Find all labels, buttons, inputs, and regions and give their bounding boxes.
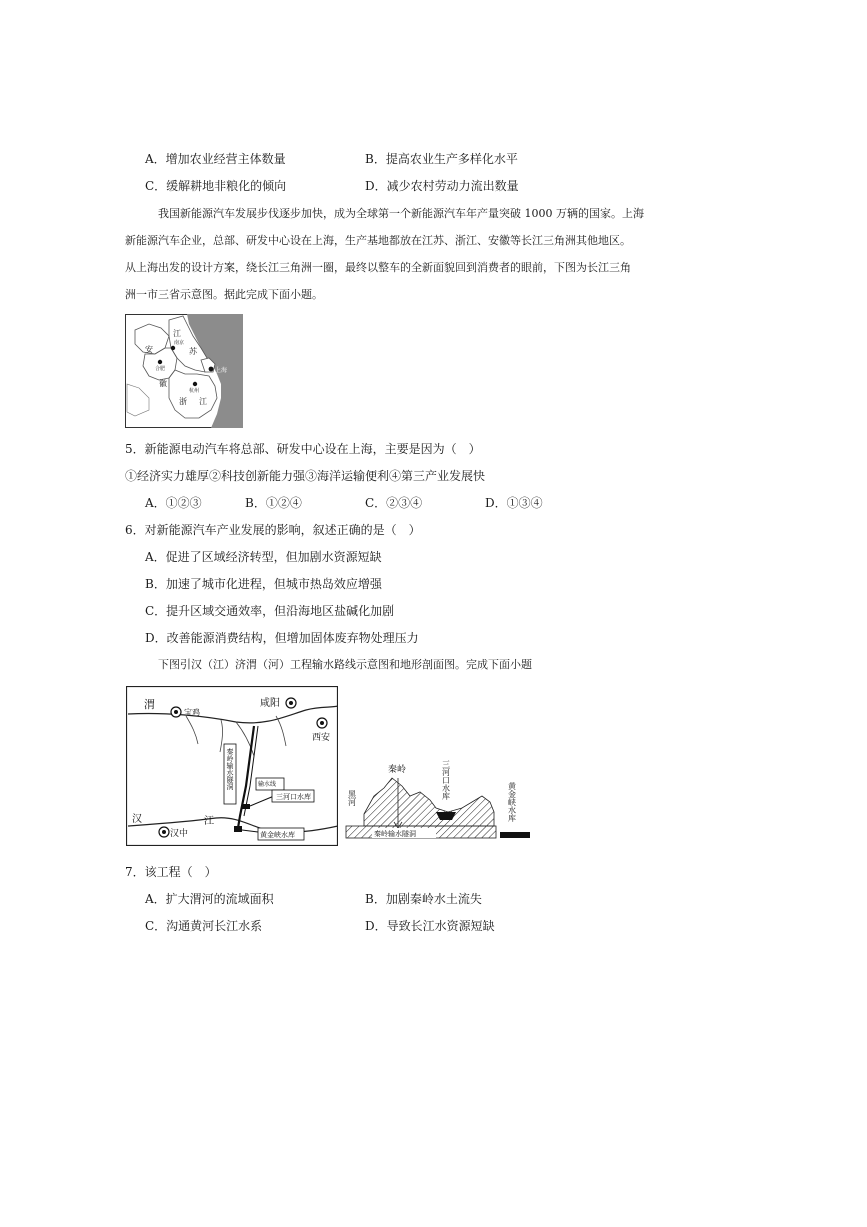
q7-stem: 7．该工程（ ） <box>125 865 217 879</box>
map2-label-tunnel: 秦岭输水隧洞 <box>226 748 234 790</box>
map2-label-han: 汉 <box>132 814 142 825</box>
map2-label-tunnel-box: 输水线 <box>258 781 277 788</box>
map2-label-reservoir-b: 黄金峡水库 <box>260 831 295 839</box>
map1-label-hangzhou: 杭州 <box>189 388 200 394</box>
map1-label-shanghai: 上海 <box>215 367 228 374</box>
passage1-line4: 洲一市三省示意图。据此完成下面小题。 <box>125 288 323 301</box>
q7-option-c: C．沟通黄河长江水系 <box>145 919 263 933</box>
profile-label-sanhekou: 三河口水库 <box>441 760 451 800</box>
hangzhou-city-dot <box>193 382 197 386</box>
q6-stem: 6．对新能源汽车产业发展的影响，叙述正确的是（ ） <box>125 523 421 537</box>
yangtze-delta-map <box>125 314 243 428</box>
shanghai-city-dot <box>209 367 214 372</box>
passage1-line2: 新能源汽车企业，总部、研发中心设在上海，生产基地都放在江苏、浙江、安徽等长江三角洲其他地区。 <box>125 234 631 247</box>
q5-option-d: D．①③④ <box>485 496 543 510</box>
q5-option-b: B．①②④ <box>245 496 302 510</box>
q7-option-b: B．加剧秦岭水土流失 <box>365 892 482 906</box>
map2-label-reservoir-a: 三河口水库 <box>276 793 311 801</box>
map2-label-baoji: 宝鸡 <box>184 708 200 717</box>
map2-label-xianyang: 咸阳 <box>260 698 280 709</box>
map1-label-hui: 徽 <box>159 379 167 388</box>
passage1-line3: 从上海出发的设计方案，绕长江三角洲一圈，最终以整车的全新面貌回到消费者的眼前，下图为长江三角 <box>125 261 631 274</box>
q5-option-a: A．①②③ <box>145 496 202 510</box>
q6-option-b: B．加速了城市化进程，但城市热岛效应增强 <box>145 577 382 591</box>
q4-option-a: A．增加农业经营主体数量 <box>145 152 286 166</box>
map1-label-jiang: 江 <box>173 329 181 338</box>
terrain-profile-diagram <box>344 756 532 844</box>
map2-label-xian: 西安 <box>312 733 331 743</box>
passage2-line1: 下图引汉（江）济渭（河）工程输水路线示意图和地形剖面图。完成下面小题 <box>158 658 532 671</box>
map1-label-nanjing: 南京 <box>174 340 185 346</box>
q5-stem: 5．新能源电动汽车将总部、研发中心设在上海，主要是因为（ ） <box>125 442 481 456</box>
map2-label-hanzhong: 汉中 <box>170 829 189 839</box>
profile-label-qinling: 秦岭 <box>388 765 407 775</box>
sanhekou-reservoir-marker <box>242 804 250 809</box>
q7-option-d: D．导致长江水资源短缺 <box>365 919 495 933</box>
map1-label-hefei: 合肥 <box>155 366 166 372</box>
profile-label-tunnel: 秦岭输水隧洞 <box>374 830 416 838</box>
map1-label-jiang2: 江 <box>199 397 207 406</box>
water-diversion-route-map <box>126 686 338 846</box>
map2-label-wei: 渭 <box>144 698 155 711</box>
q6-option-d: D．改善能源消费结构，但增加固体废弃物处理压力 <box>145 631 419 645</box>
q4-option-b: B．提高农业生产多样化水平 <box>365 152 518 166</box>
map2-label-jiang: 江 <box>204 816 214 827</box>
q4-option-c: C．缓解耕地非粮化的倾向 <box>145 179 287 193</box>
hefei-city-dot <box>158 360 162 364</box>
nanjing-city-dot <box>171 346 175 350</box>
map1-label-an: 安 <box>145 345 153 354</box>
q7-option-a: A．扩大渭河的流域面积 <box>145 892 274 906</box>
q4-option-d: D．减少农村劳动力流出数量 <box>365 179 519 193</box>
map1-label-su: 苏 <box>189 347 197 356</box>
passage1-line1: 我国新能源汽车发展步伐逐步加快，成为全球第一个新能源汽车年产量突破 1000 万辆的国家。上海 <box>158 207 644 220</box>
q5-items: ①经济实力雄厚②科技创新能力强③海洋运输便利④第三产业发展快 <box>125 469 486 483</box>
profile-label-heihe: 黑河 <box>347 790 357 806</box>
map1-label-zhe: 浙 <box>179 397 187 406</box>
profile-label-huangjinxia: 黄金峡水库 <box>507 782 517 822</box>
huangjinxia-reservoir-marker <box>234 826 242 832</box>
q6-option-c: C．提升区域交通效率，但沿海地区盐碱化加剧 <box>145 604 395 618</box>
q5-option-c: C．②③④ <box>365 496 423 510</box>
q6-option-a: A．促进了区域经济转型，但加剧水资源短缺 <box>145 550 382 564</box>
